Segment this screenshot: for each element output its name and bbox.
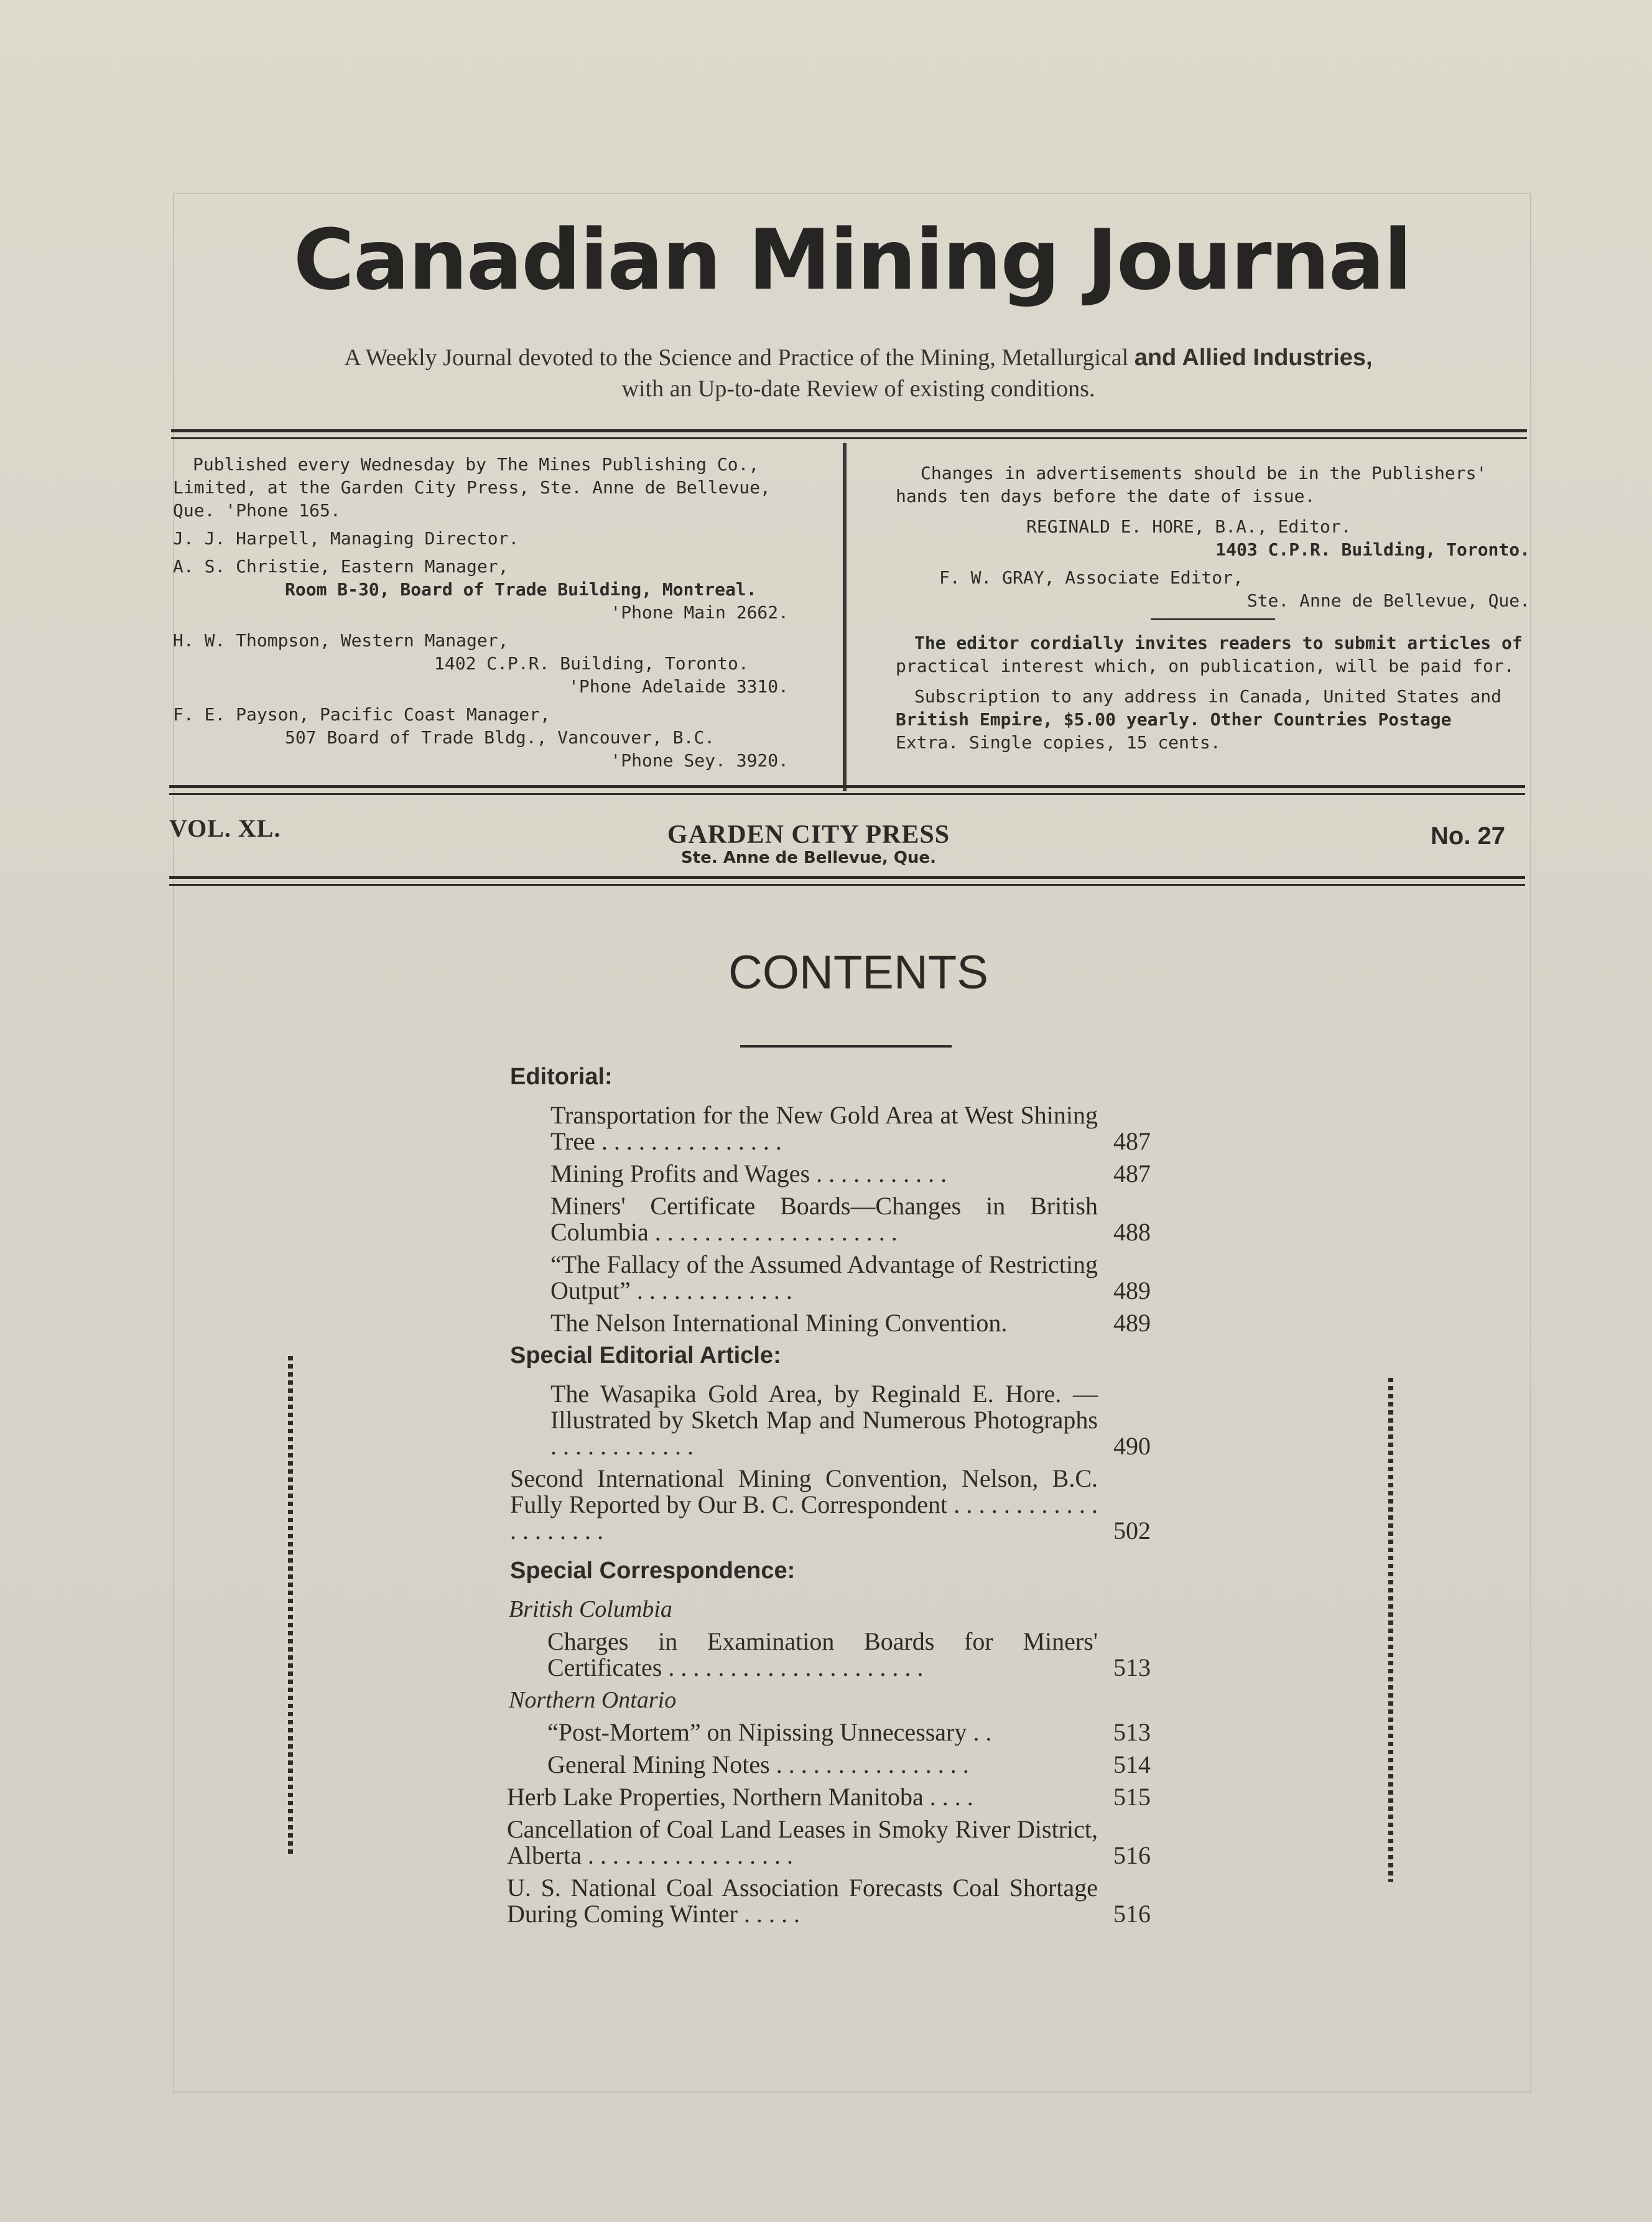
toc-entry xyxy=(550,1193,1182,1245)
toc-entry-title: Second International Mining Convention, Nelson, B.C. Fully Reported by Our B. C. Correspondent . . . . . . . . . . . . . . . . . . . . xyxy=(510,1464,1098,1545)
volume-label: VOL. XL. xyxy=(169,814,281,842)
thompson-line-1: H. W. Thompson, Western Manager, xyxy=(173,630,509,651)
toc-entry-page: 488 xyxy=(1113,1218,1151,1246)
toc-entry-title: “Post-Mortem” on Nipissing Unnecessary . . xyxy=(547,1718,992,1746)
toc-entry-title: The Nelson International Mining Convention. xyxy=(550,1309,1008,1337)
changes-line-1: Changes in advertisements should be in the Publishers' xyxy=(921,463,1487,483)
northern-ontario-label: Northern Ontario xyxy=(509,1687,677,1713)
publisher-column xyxy=(173,453,807,772)
payson-line-1: F. E. Payson, Pacific Coast Manager, xyxy=(173,704,550,725)
toc-entry-title: Miners' Certificate Boards—Changes in British Columbia . . . . . . . . . . . . . . . . . . . . xyxy=(550,1192,1098,1246)
toc-entry-title: General Mining Notes . . . . . . . . . . . . . . . . xyxy=(547,1750,969,1778)
toc-entry xyxy=(547,1719,1182,1746)
toc-entry-page: 516 xyxy=(1113,1900,1151,1928)
toc-entry-title: Transportation for the New Gold Area at West Shining Tree . . . . . . . . . . . . . . . xyxy=(550,1101,1098,1155)
published-line-3: Que. 'Phone 165. xyxy=(173,500,341,521)
toc-entry xyxy=(550,1102,1182,1155)
toc-entry xyxy=(547,1752,1182,1778)
toc-entry xyxy=(547,1629,1182,1681)
subscription-line-3: Extra. Single copies, 15 cents. xyxy=(896,732,1221,753)
toc-entry-page: 502 xyxy=(1113,1517,1151,1545)
bc-list xyxy=(498,1629,1182,1681)
toc-entry-page: 489 xyxy=(1113,1276,1151,1304)
toc-entry xyxy=(550,1161,1182,1187)
contents-title: CONTENTS xyxy=(728,946,988,999)
payson-line-2: 507 Board of Trade Bldg., Vancouver, B.C. xyxy=(285,727,715,748)
toc-entry-page: 487 xyxy=(1113,1160,1151,1188)
special-editorial-list-2 xyxy=(498,1466,1182,1544)
editorial-heading: Editorial: xyxy=(510,1064,613,1090)
hore-line-2: 1403 C.P.R. Building, Toronto. xyxy=(1215,539,1530,560)
press-name: GARDEN CITY PRESS xyxy=(667,820,950,849)
gray-line-1: F. W. GRAY, Associate Editor, xyxy=(939,567,1243,588)
special-editorial-heading: Special Editorial Article: xyxy=(510,1342,781,1369)
toc-entry xyxy=(507,1816,1182,1869)
toc-entry-page: 515 xyxy=(1113,1783,1151,1811)
toc-entry-title: “The Fallacy of the Assumed Advantage of Restricting Output” . . . . . . . . . . . . . xyxy=(550,1250,1098,1304)
issue-bar-rule xyxy=(169,876,1525,886)
journal-title: Canadian Mining Journal xyxy=(293,212,1411,309)
toc-entry xyxy=(507,1784,1182,1810)
toc-entry-page: 513 xyxy=(1113,1653,1151,1681)
table-of-contents xyxy=(498,1064,1182,1933)
toc-entry xyxy=(550,1310,1182,1336)
right-dotted-ornament xyxy=(1388,1378,1393,1882)
contents-rule xyxy=(740,1045,952,1048)
northern-ontario-list xyxy=(498,1719,1182,1778)
special-editorial-list xyxy=(498,1381,1182,1459)
thompson-line-3: 'Phone Adelaide 3310. xyxy=(568,676,789,697)
published-line-1: Published every Wednesday by The Mines Publishing Co., xyxy=(193,454,759,475)
left-dotted-ornament xyxy=(288,1356,293,1854)
journal-subtitle xyxy=(187,342,1530,404)
subtitle-bold: and Allied Industries, xyxy=(1134,345,1373,371)
changes-line-2: hands ten days before the date of issue. xyxy=(896,486,1316,506)
toc-entry-title: Cancellation of Coal Land Leases in Smoky River District, Alberta . . . . . . . . . . . . . . . . . xyxy=(507,1815,1098,1869)
published-line-2: Limited, at the Garden City Press, Ste. Anne de Bellevue, xyxy=(173,477,771,498)
issue-number: No. 27 xyxy=(1431,822,1506,850)
editor-column xyxy=(896,462,1530,754)
other-correspondence-list xyxy=(498,1784,1182,1927)
toc-entry xyxy=(550,1252,1182,1304)
toc-entry-title: Herb Lake Properties, Northern Manitoba . . . . xyxy=(507,1783,973,1811)
column-divider xyxy=(843,443,847,791)
christie-line-1: A. S. Christie, Eastern Manager, xyxy=(173,556,509,577)
toc-entry-title: Mining Profits and Wages . . . . . . . . . . . xyxy=(550,1160,947,1188)
toc-entry-page: 489 xyxy=(1113,1309,1151,1337)
toc-entry-page: 514 xyxy=(1113,1750,1151,1778)
toc-entry-title: The Wasapika Gold Area, by Reginald E. Hore. — Illustrated by Sketch Map and Numerous Photographs . . . . . . . . . . . . xyxy=(550,1380,1098,1460)
masthead-rule-bottom xyxy=(169,785,1525,795)
invite-line-2: practical interest which, on publication, will be paid for. xyxy=(896,656,1515,676)
thompson-line-2: 1402 C.P.R. Building, Toronto. xyxy=(434,653,749,674)
toc-entry xyxy=(510,1466,1182,1544)
toc-entry-page: 513 xyxy=(1113,1718,1151,1746)
christie-line-3: 'Phone Main 2662. xyxy=(610,602,789,623)
toc-entry xyxy=(507,1875,1182,1927)
subscription-line-2: British Empire, $5.00 yearly. Other Countries Postage xyxy=(896,709,1452,730)
gray-line-2: Ste. Anne de Bellevue, Que. xyxy=(1246,590,1530,611)
payson-line-3: 'Phone Sey. 3920. xyxy=(610,750,789,771)
column-rule xyxy=(1151,618,1275,620)
harpell-line: J. J. Harpell, Managing Director. xyxy=(173,528,519,549)
toc-entry-page: 487 xyxy=(1113,1127,1151,1155)
press-location: Ste. Anne de Bellevue, Que. xyxy=(681,848,936,867)
subtitle-line2: with an Up-to-date Review of existing conditions. xyxy=(621,376,1095,402)
toc-entry-title: Charges in Examination Boards for Miners' Certificates . . . . . . . . . . . . . . . . . . . . . xyxy=(547,1627,1098,1681)
special-correspondence-heading: Special Correspondence: xyxy=(510,1558,796,1584)
toc-entry-page: 516 xyxy=(1113,1841,1151,1869)
toc-entry xyxy=(550,1381,1182,1459)
masthead-rule-top xyxy=(171,429,1527,439)
christie-line-2: Room B-30, Board of Trade Building, Montreal. xyxy=(285,579,757,600)
subtitle-regular: A Weekly Journal devoted to the Science and Practice of the Mining, Metallurgical xyxy=(344,345,1129,371)
editorial-list xyxy=(498,1102,1182,1336)
invite-line-1: The editor cordially invites readers to submit articles of xyxy=(914,633,1523,653)
subscription-line-1: Subscription to any address in Canada, United States and xyxy=(914,686,1502,707)
toc-entry-title: U. S. National Coal Association Forecasts Coal Shortage During Coming Winter . . . . . xyxy=(507,1874,1098,1928)
hore-line-1: REGINALD E. HORE, B.A., Editor. xyxy=(1026,516,1352,537)
british-columbia-label: British Columbia xyxy=(509,1596,672,1622)
toc-entry-page: 490 xyxy=(1113,1432,1151,1460)
